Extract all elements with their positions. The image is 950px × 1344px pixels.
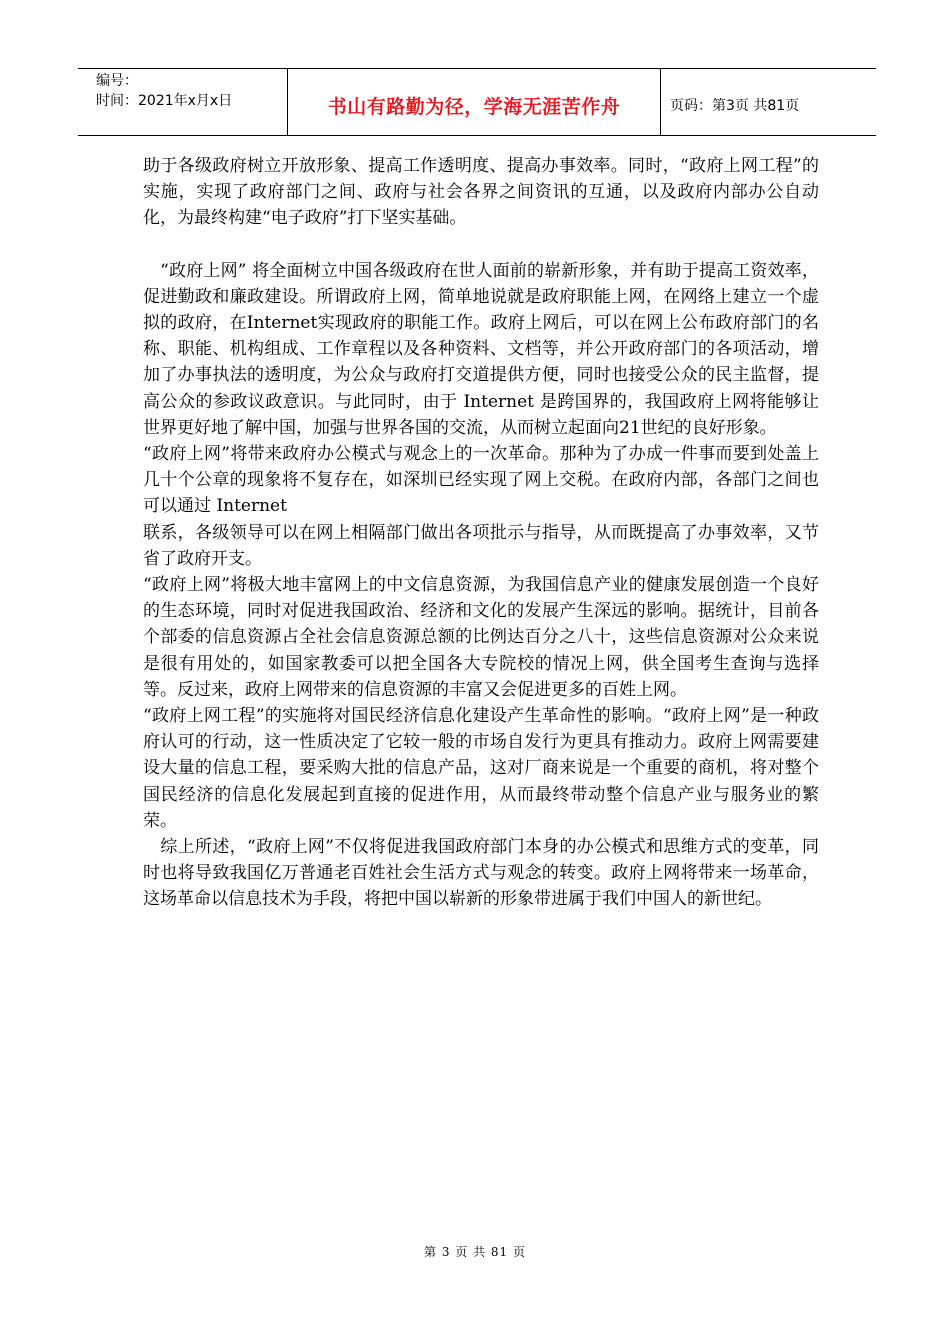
document-body [143,153,819,913]
paragraph: 助于各级政府树立开放形象、提高工作透明度、提高办事效率。同时，“政府上网工程”的实施，实现了政府部门之间、政府与社会各界之间资讯的互通，以及政府内部办公自动化，为最终构建“电子政府”打下坚实基础。 [143,156,819,229]
header-motto: 书山有路勤为径，学海无涯苦作舟 [288,69,661,135]
page-footer [0,1243,950,1260]
paragraph: 联系，各级领导可以在网上相隔部门做出各项批示与指导，从而既提高了办事效率，又节省了政府开支。 [143,522,819,569]
paragraph: “政府上网工程”的实施将对国民经济信息化建设产生革命性的影响。“政府上网”是一种政府认可的行动，这一性质决定了它较一般的市场自发行为更具有推动力。政府上网需要建设大量的信息工程，要采购大批的信息产品，这对厂商来说是一个重要的商机，将对整个国民经济的信息化发展起到直接的促进作用，从而最终带动整个信息产业与服务业的繁荣。 [143,706,819,831]
page-header [78,68,876,136]
paragraph: “政府上网”将带来政府办公模式与观念上的一次革命。那种为了办成一件事而要到处盖上几十个公章的现象将不复存在，如深圳已经实现了网上交税。在政府内部，各部门之间也可以通过 Internet [143,444,819,517]
document-number: 编号： [96,73,138,89]
paragraph: “政府上网”将极大地丰富网上的中文信息资源，为我国信息产业的健康发展创造一个良好的生态环境，同时对促进我国政治、经济和文化的发展产生深远的影响。据统计，目前各个部委的信息资源占全社会信息资源总额的比例达百分之八十，这些信息资源对公众来说是很有用处的，如国家教委可以把全国各大专院校的情况上网，供全国考生查询与选择等。反过来，政府上网带来的信息资源的丰富又会促进更多的百姓上网。 [143,575,819,700]
paragraph: 综上所述，“政府上网”不仅将促进我国政府部门本身的办公模式和思维方式的变革，同时也将导致我国亿万普通老百姓社会生活方式与观念的转变。政府上网将带来一场革命，这场革命以信息技术为手段，将把中国以崭新的形象带进属于我们中国人的新世纪。 [143,837,819,910]
paragraph: “政府上网” 将全面树立中国各级政府在世人面前的崭新形象，并有助于提高工资效率，促进勤政和廉政建设。所谓政府上网，简单地说就是政府职能上网，在网络上建立一个虚拟的政府，在Internet实现政府的职能工作。政府上网后，可以在网上公布政府部门的名称、职能、机构组成、工作章程以及各种资料、文档等，并公开政府部门的各项活动，增加了办事执法的透明度，为公众与政府打交道提供方便，同时也接受公众的民主监督，提高公众的参政议政意识。与此同时，由于 Internet 是跨国界的，我国政府上网将能够让世界更好地了解中国，加强与世界各国的交流，从而树立起面向21世纪的良好形象。 [143,260,819,438]
header-page-number: 页码：第3页 共81页 [670,98,800,114]
document-time: 时间：2021年x月x日 [96,93,233,109]
footer-page-number: 第 3 页 共 81 页 [424,1245,526,1259]
header-meta [78,69,288,135]
